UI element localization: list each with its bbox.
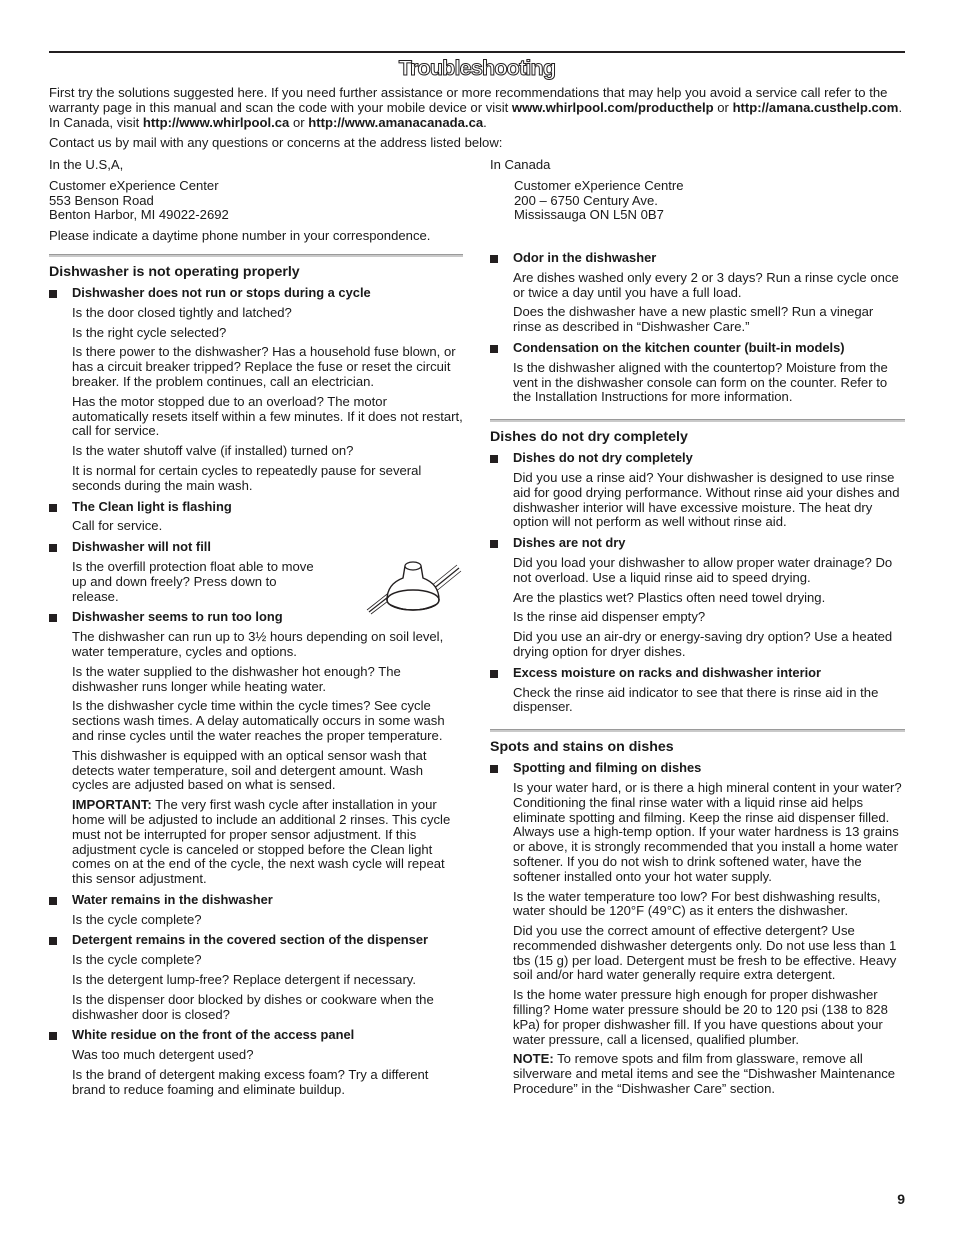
address-us-lines: Customer eXperience Center 553 Benson Road Benton Harbor, MI 49022-2692 bbox=[49, 177, 229, 223]
item-text: It is normal for certain cycles to repeatedly pause for several seconds during the main wash. bbox=[72, 462, 422, 493]
item-text: Is the dispenser door blocked by dishes or cookware when the dishwasher door is closed? bbox=[72, 991, 434, 1022]
item-runs-too-long bbox=[49, 610, 463, 887]
right-column bbox=[490, 251, 905, 1103]
item-text: Is the detergent lump-free? Replace detergent if necessary. bbox=[72, 972, 417, 988]
item-text: Is the cycle complete? bbox=[72, 911, 202, 927]
item-excess-moisture bbox=[490, 666, 905, 715]
bullet-square-icon bbox=[490, 540, 498, 548]
bullet-square-icon bbox=[49, 504, 57, 512]
top-rule bbox=[49, 51, 905, 53]
address-us bbox=[49, 158, 469, 250]
item-title: Dishes do not dry completely bbox=[490, 451, 905, 466]
item-odor bbox=[490, 251, 905, 335]
item-condensation bbox=[490, 341, 905, 405]
left-column bbox=[49, 254, 463, 1104]
address-ca-heading: In Canada bbox=[490, 157, 551, 172]
item-text: This dishwasher is equipped with an optical sensor wash that detects water temperature, soil and detergent amount. Wash cycles are adjusted based on what is sensed. bbox=[72, 747, 427, 793]
item-text: Are the plastics wet? Plastics often need towel drying. bbox=[513, 589, 826, 605]
item-text: Is the overfill protection float able to move up and down freely? Press down to release. bbox=[72, 558, 314, 604]
item-title: Excess moisture on racks and dishwasher interior bbox=[490, 666, 905, 681]
link-amana-custhelp[interactable]: http://amana.custhelp.com bbox=[732, 99, 899, 115]
item-text: Is the water shutoff valve (if installed) turned on? bbox=[72, 443, 354, 459]
bullet-square-icon bbox=[49, 290, 57, 298]
item-text-note: NOTE: To remove spots and film from glassware, remove all silverware and metal items and see the “Dishwasher Maintenance Procedure” in the “Dishwasher Care” section. bbox=[513, 1051, 896, 1097]
section-rule bbox=[490, 419, 905, 422]
item-text: Is the brand of detergent making excess foam? Try a different brand to reduce foaming and eliminate buildup. bbox=[72, 1067, 429, 1097]
bullet-square-icon bbox=[49, 1032, 57, 1040]
item-text: Is there power to the dishwasher? Has a household fuse blown, or has a circuit breaker tripped? Replace the fuse or reset the circuit breaker. If the problem continues, call an electrician. bbox=[72, 344, 456, 389]
bullet-square-icon bbox=[490, 455, 498, 463]
item-text: Is the water temperature too low? For best dishwashing results, water should be 120°F (49°C) as it enters the dishwasher. bbox=[513, 888, 881, 919]
item-title: Condensation on the kitchen counter (built-in models) bbox=[490, 341, 905, 356]
bullet-square-icon bbox=[49, 544, 57, 552]
item-text: Is the rinse aid dispenser empty? bbox=[513, 609, 706, 625]
section-heading-not-operating: Dishwasher is not operating properly bbox=[49, 264, 300, 280]
item-does-not-run bbox=[49, 286, 463, 494]
section-heading-spots: Spots and stains on dishes bbox=[490, 739, 674, 756]
item-text: The dishwasher can run up to 3½ hours depending on soil level, water temperature, cycles and options. bbox=[72, 629, 444, 659]
item-text: Are dishes washed only every 2 or 3 days? Run a rinse cycle once or twice a day until you have a full load. bbox=[513, 269, 899, 300]
item-will-not-fill bbox=[49, 540, 463, 604]
intro-paragraph: First try the solutions suggested here. If you need further assistance or more recommendations that may help you avoid a service call refer to the warranty page in this manual and scan the code with your mobile device or visit www.whirlpool.com/producthelp or http://amana.custhelp.com. In Canada, visit http://www.whirlpool.ca or http://www.amanacanada.ca. bbox=[49, 85, 903, 130]
section-rule bbox=[49, 254, 463, 257]
item-text: Did you use an air-dry or energy-saving dry option? Use a heated drying option for dryer dishes. bbox=[513, 629, 893, 659]
item-title: Dishwasher will not fill bbox=[49, 540, 463, 555]
item-text: Did you load your dishwasher to allow proper water drainage? Do not overload. Use a liquid rinse aid to speed drying. bbox=[513, 554, 893, 585]
contact-paragraph: Contact us by mail with any questions or concerns at the address listed below: bbox=[49, 135, 503, 151]
item-text-important: IMPORTANT: The very first wash cycle after installation in your home will be adjusted to include an additional 2 rinses. This cycle must not be interrupted for proper sensor adjustment. If this adjustment cycle is canceled or stopped before the Clean light comes on at the end of the cycle, the next wash cycle will repeat this sensor adjustment. bbox=[72, 797, 451, 887]
item-title: Detergent remains in the covered section of the dispenser bbox=[49, 933, 463, 948]
item-text: Does the dishwasher have a new plastic smell? Run a vinegar rinse as described in “Dishwasher Care.” bbox=[513, 304, 874, 335]
item-text: Is the right cycle selected? bbox=[72, 324, 227, 340]
item-dishes-not-dry-completely bbox=[490, 451, 905, 530]
address-us-note: Please indicate a daytime phone number in your correspondence. bbox=[49, 228, 431, 244]
bullet-square-icon bbox=[49, 937, 57, 945]
item-title: Dishwasher does not run or stops during a cycle bbox=[49, 286, 463, 301]
item-text: Is the door closed tightly and latched? bbox=[72, 304, 292, 320]
item-text: Is the dishwasher aligned with the countertop? Moisture from the vent in the dishwasher console can form on the counter. Refer to the Installation Instructions for more information. bbox=[513, 359, 888, 405]
item-title: Spotting and filming on dishes bbox=[490, 761, 905, 776]
bullet-square-icon bbox=[49, 897, 57, 905]
item-dishes-not-dry bbox=[490, 536, 905, 660]
item-water-remains bbox=[49, 893, 463, 928]
bullet-square-icon bbox=[490, 765, 498, 773]
intro bbox=[49, 86, 907, 157]
item-text: Did you use a rinse aid? Your dishwasher is designed to use rinse aid for good drying performance. Without rinse aid your dishes and dishwasher interior will have excessive moisture. The heat dry option will not perform as well without rinse aid. bbox=[513, 469, 900, 530]
item-spotting-filming bbox=[490, 761, 905, 1097]
item-text: Has the motor stopped due to an overload? The motor automatically resets itself within a few minutes. If it does not restart, call for service. bbox=[72, 393, 463, 439]
item-text: Is the water supplied to the dishwasher hot enough? The dishwasher runs longer while heating water. bbox=[72, 663, 401, 694]
item-detergent-remains bbox=[49, 933, 463, 1022]
item-title: Dishwasher seems to run too long bbox=[49, 610, 463, 625]
address-canada bbox=[490, 158, 910, 223]
bullet-square-icon bbox=[490, 670, 498, 678]
bullet-square-icon bbox=[49, 614, 57, 622]
page-number: 9 bbox=[897, 1191, 905, 1207]
bullet-square-icon bbox=[490, 345, 498, 353]
item-text: Did you use the correct amount of effective detergent? Use recommended dishwasher detergents only. Do not use less than 1 tbs (15 g) per load. Detergent must be fresh to be effective. Heavy soil and/or hard water generally require extra detergent. bbox=[513, 923, 897, 983]
item-white-residue bbox=[49, 1028, 463, 1097]
item-title: The Clean light is flashing bbox=[49, 500, 463, 515]
item-text: Was too much detergent used? bbox=[72, 1047, 254, 1063]
item-clean-light bbox=[49, 500, 463, 535]
link-amanacanada[interactable]: http://www.amanacanada.ca bbox=[308, 114, 484, 130]
item-text: Call for service. bbox=[72, 518, 163, 534]
item-title: Water remains in the dishwasher bbox=[49, 893, 463, 908]
overfill-float-illustration bbox=[363, 554, 463, 618]
section-rule bbox=[490, 729, 905, 732]
item-text: Is your water hard, or is there a high mineral content in your water? Conditioning the final rinse water with a liquid rinse aid helps eliminate spotting and filming. Keep the rinse aid dispenser filled. Always use a high-temp option. If your water hardness is 13 grains or above, it is strongly recommended that you install a home water softener. If you do not wish to drink softened water, have the softener installed onto your hot water supply. bbox=[513, 779, 902, 884]
item-text: Is the cycle complete? bbox=[72, 952, 202, 968]
link-whirlpool-producthelp[interactable]: www.whirlpool.com/producthelp bbox=[511, 99, 714, 115]
address-ca-lines: Customer eXperience Centre 200 – 6750 Century Ave. Mississauga ON L5N 0B7 bbox=[514, 177, 684, 223]
page-title: Troubleshooting bbox=[398, 56, 556, 80]
item-text: Is the dishwasher cycle time within the cycle times? See cycle sections wash times. A delay automatically occurs in some wash and rinse cycles until the water reaches the proper temperature. bbox=[72, 698, 445, 743]
item-title: White residue on the front of the access panel bbox=[49, 1028, 463, 1043]
item-text: Is the home water pressure high enough for proper dishwasher filling? Home water pressure should be 20 to 120 psi (138 to 828 kPa) for proper dishwasher fill. If you have questions about your water pressure, call a licensed, qualified plumber. bbox=[513, 987, 888, 1047]
item-text: Check the rinse aid indicator to see that there is rinse aid in the dispenser. bbox=[513, 684, 879, 715]
item-title: Dishes are not dry bbox=[490, 536, 905, 551]
section-heading-not-dry: Dishes do not dry completely bbox=[490, 429, 688, 446]
bullet-square-icon bbox=[490, 255, 498, 263]
link-whirlpool-ca[interactable]: http://www.whirlpool.ca bbox=[142, 114, 290, 130]
item-title: Odor in the dishwasher bbox=[490, 251, 905, 266]
address-us-heading: In the U.S,A, bbox=[49, 157, 124, 172]
